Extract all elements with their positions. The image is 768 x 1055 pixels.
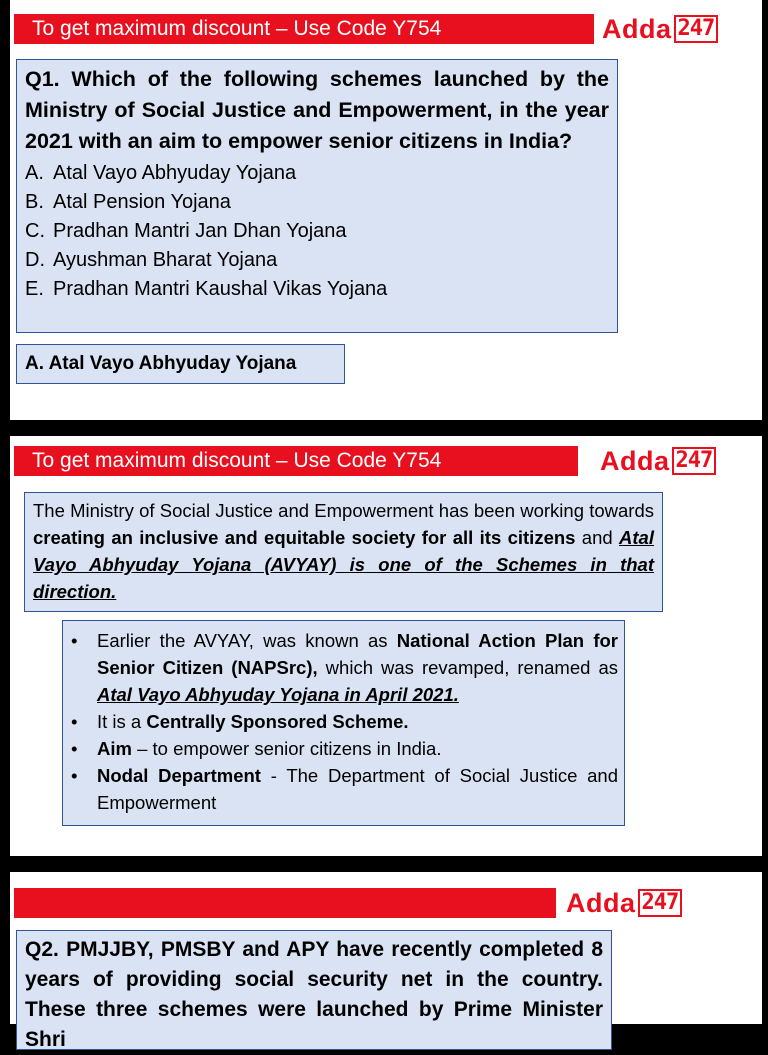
- fact-text: - The Department of Social Justice and Empowerment: [97, 765, 618, 813]
- fact-text: which was revamped, renamed as: [317, 657, 618, 678]
- fact-bold-text: Centrally Sponsored Scheme.: [146, 711, 409, 732]
- options-list: [25, 159, 609, 304]
- red-banner: [14, 888, 556, 918]
- fact-bold-text: Aim: [97, 738, 132, 759]
- adda247-logo: [600, 446, 716, 476]
- facts-box: [62, 620, 625, 826]
- fact-item: [71, 627, 618, 708]
- option-b: [25, 188, 609, 217]
- question-box: [16, 930, 612, 1050]
- adda247-logo: [566, 888, 682, 918]
- option-text: Atal Vayo Abhyuday Yojana: [53, 162, 297, 184]
- discount-banner: To get maximum discount – Use Code Y754: [14, 14, 594, 44]
- logo-number: 247: [672, 447, 717, 475]
- fact-text: – to empower senior citizens in India.: [131, 738, 442, 759]
- option-a: [25, 159, 609, 188]
- logo-word: Adda: [566, 887, 636, 918]
- adda247-logo: [602, 14, 718, 44]
- logo-word: Adda: [602, 13, 672, 44]
- facts-list: [71, 627, 618, 816]
- option-letter: D.: [25, 249, 45, 271]
- bullet-icon: •: [71, 765, 78, 786]
- logo-number: 247: [638, 889, 683, 917]
- option-d: [25, 246, 609, 275]
- option-letter: C.: [25, 220, 45, 242]
- option-letter: E.: [25, 278, 44, 300]
- fact-emphasis-text: Atal Vayo Abhyuday Yojana in April 2021.: [97, 684, 459, 705]
- logo-word: Adda: [600, 445, 670, 476]
- fact-text: It is a: [97, 711, 147, 732]
- intro-box: [24, 492, 663, 612]
- option-text: Atal Pension Yojana: [53, 191, 231, 213]
- option-text: Pradhan Mantri Jan Dhan Yojana: [53, 220, 347, 242]
- slide-question-2: [10, 872, 762, 1051]
- question-text: Q1. Which of the following schemes launched by the Ministry of Social Justice and Empowerment, in the year 2021 with an aim to empower senior citizens in India?: [25, 67, 609, 153]
- option-e: [25, 275, 609, 304]
- slide-explanation: [10, 436, 762, 856]
- fact-bold-text: National Action Plan for Senior Citizen (NAPSrc),: [97, 630, 618, 678]
- question-box: [16, 59, 618, 333]
- logo-number: 247: [674, 15, 719, 43]
- option-letter: A.: [25, 162, 44, 184]
- option-text: Ayushman Bharat Yojana: [53, 249, 278, 271]
- bullet-icon: •: [71, 738, 78, 759]
- intro-text: and: [575, 527, 620, 548]
- fact-item: [71, 762, 618, 816]
- fact-bold-text: Nodal Department: [97, 765, 261, 786]
- intro-text: The Ministry of Social Justice and Empowerment has been working towards: [33, 500, 654, 521]
- option-c: [25, 217, 609, 246]
- question-text: Q2. PMJJBY, PMSBY and APY have recently completed 8 years of providing social security net in the country. These three schemes were launched by Prime Minister Shri: [25, 938, 603, 1051]
- bullet-icon: •: [71, 711, 78, 732]
- intro-emphasis-text: Atal Vayo Abhyuday Yojana (AVYAY) is one of the Schemes in that direction.: [33, 527, 654, 602]
- intro-bold-text: creating an inclusive and equitable society for all its citizens: [33, 527, 576, 548]
- answer-box: A. Atal Vayo Abhyuday Yojana: [16, 344, 345, 384]
- fact-text: Earlier the AVYAY, was known as: [97, 630, 397, 651]
- fact-item: [71, 735, 618, 762]
- slide-question-1: [10, 0, 762, 420]
- discount-banner: To get maximum discount – Use Code Y754: [14, 446, 578, 476]
- fact-item: [71, 708, 618, 735]
- bullet-icon: •: [71, 630, 78, 651]
- option-letter: B.: [25, 191, 44, 213]
- option-text: Pradhan Mantri Kaushal Vikas Yojana: [53, 278, 388, 300]
